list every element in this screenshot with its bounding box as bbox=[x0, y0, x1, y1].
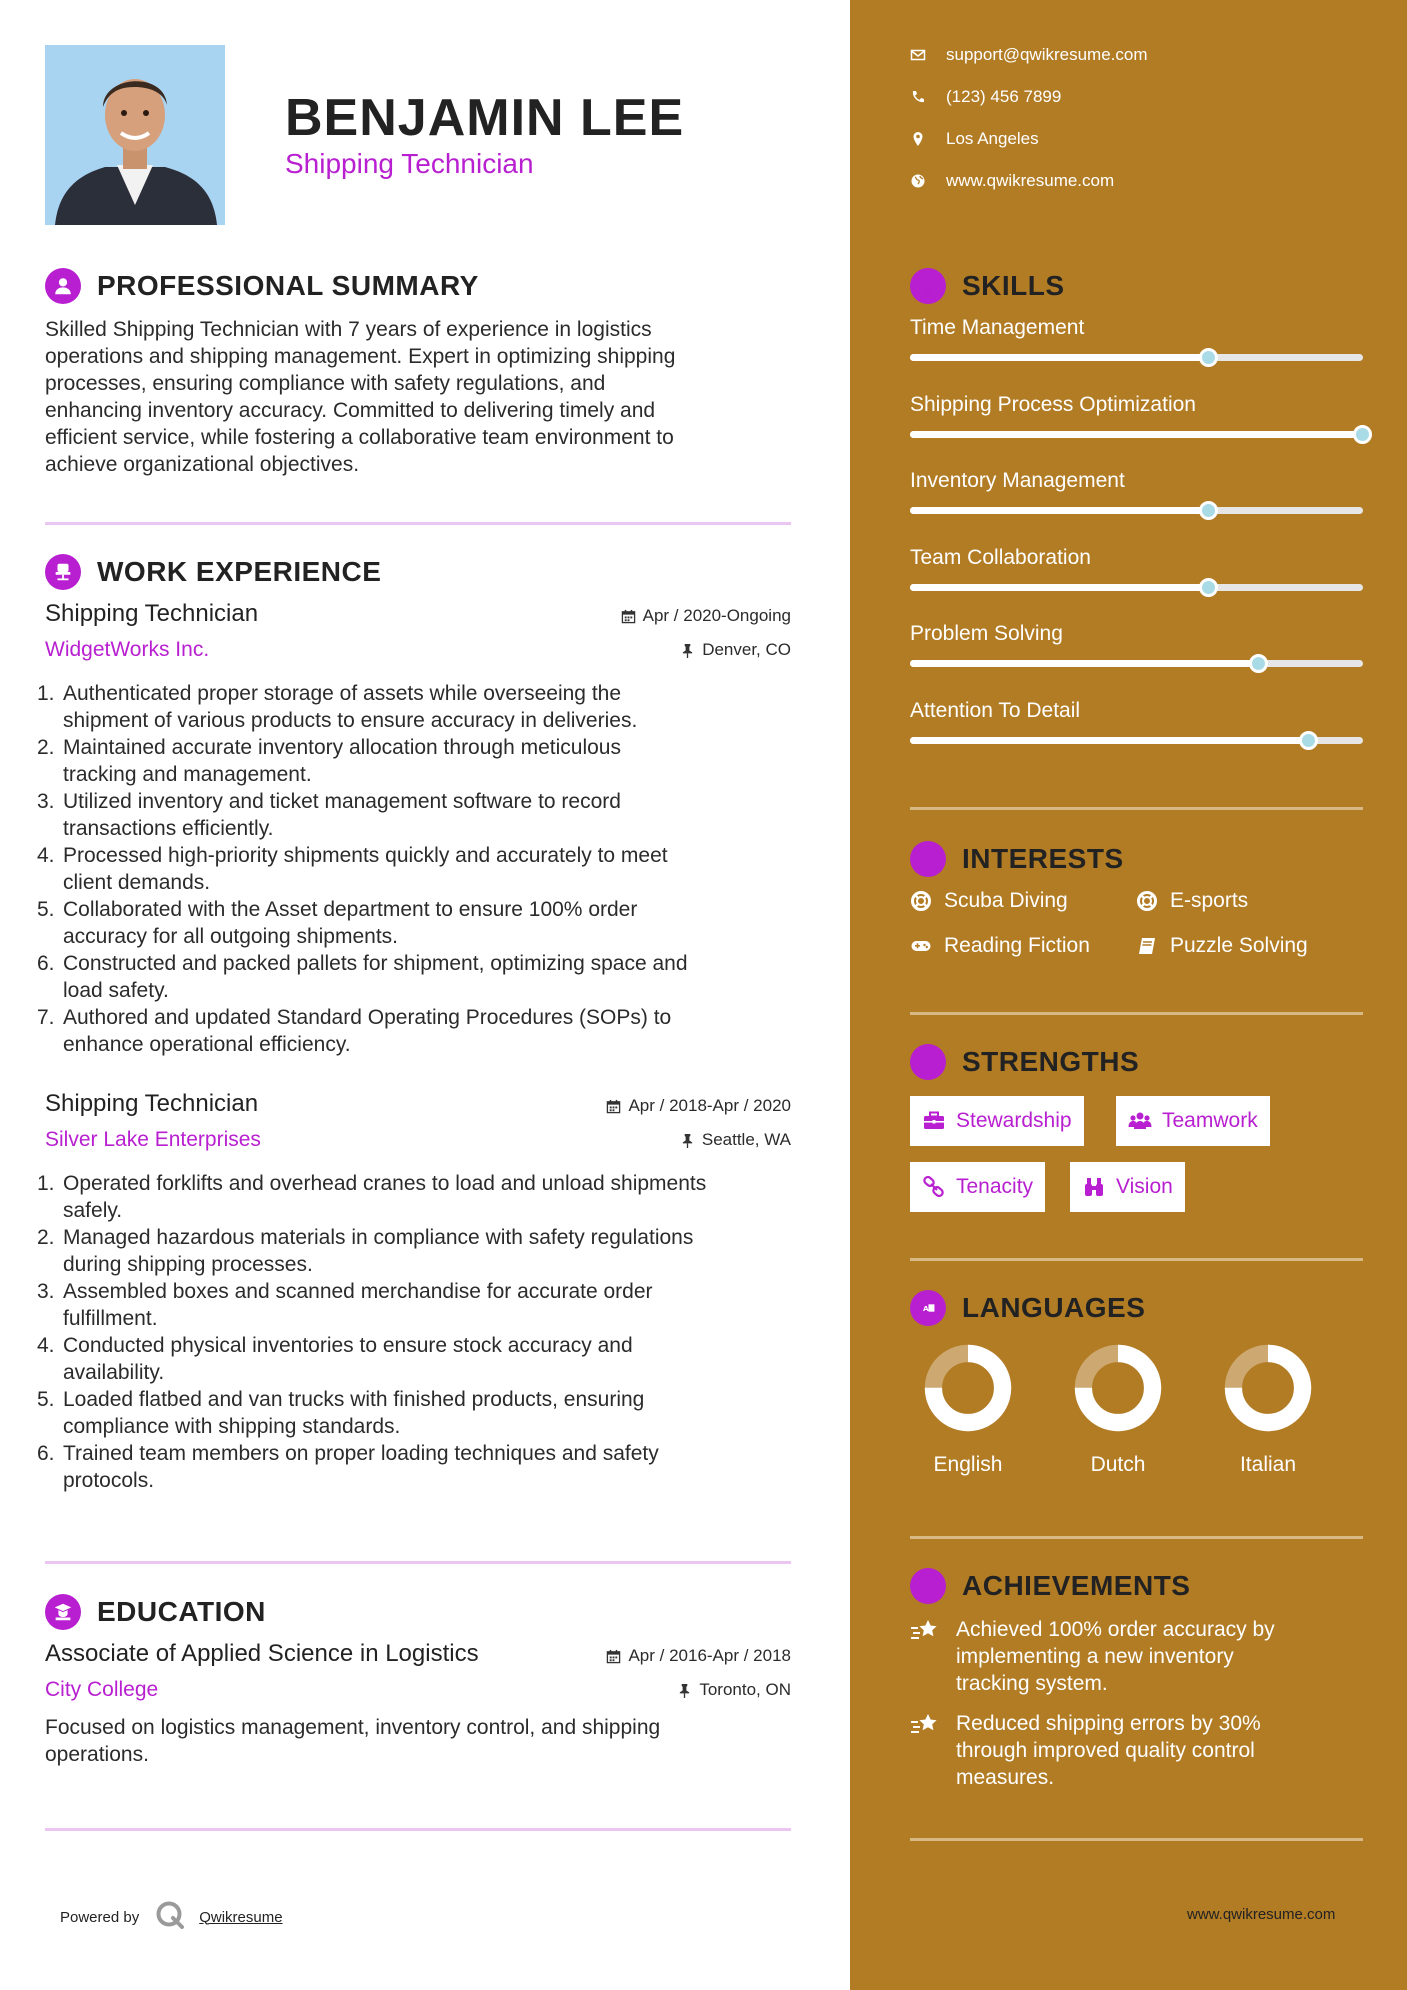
section-divider bbox=[45, 1561, 791, 1564]
skill-bar-fill bbox=[910, 507, 1209, 514]
skill-item bbox=[910, 546, 1363, 570]
graduate-icon bbox=[45, 1594, 81, 1630]
skill-item bbox=[910, 469, 1363, 493]
education-line: Focused on logistics management, inventory control, and shipping bbox=[45, 1716, 661, 1739]
education-location bbox=[677, 1680, 791, 1700]
qwikresume-link[interactable]: Qwikresume bbox=[199, 1908, 283, 1926]
skill-bar-fill bbox=[910, 584, 1209, 591]
skill-bar-knob bbox=[1199, 501, 1218, 520]
job-date-text: Apr / 2018-Apr / 2020 bbox=[628, 1096, 791, 1115]
binoculars-icon bbox=[1082, 1175, 1106, 1199]
achievement-line: Achieved 100% order accuracy by bbox=[956, 1618, 1275, 1641]
achievement-item bbox=[910, 1616, 1330, 1697]
interests-heading-row bbox=[910, 841, 1124, 877]
job-location bbox=[680, 640, 791, 660]
interest-item bbox=[1136, 934, 1308, 958]
interest-label: Scuba Diving bbox=[944, 889, 1068, 912]
summary-text bbox=[45, 316, 795, 478]
calendar-icon bbox=[606, 1649, 621, 1664]
skills-heading: SKILLS bbox=[962, 270, 1065, 301]
interest-item bbox=[910, 889, 1068, 913]
sidebar-divider bbox=[910, 1012, 1363, 1015]
summary-line: Skilled Shipping Technician with 7 years of experience in logistics bbox=[45, 318, 652, 341]
skill-bar bbox=[910, 431, 1363, 438]
skill-bar-knob bbox=[1249, 654, 1268, 673]
users-icon bbox=[1128, 1109, 1152, 1133]
duty-item: 3. Assembled boxes and scanned merchandise for accurate order fulfillment. bbox=[37, 1280, 653, 1330]
calendar-icon bbox=[621, 609, 636, 624]
duty-item: 6. Trained team members on proper loading techniques and safety protocols. bbox=[37, 1442, 659, 1492]
achievement-line: measures. bbox=[956, 1766, 1055, 1789]
interests-heading: INTERESTS bbox=[962, 843, 1124, 874]
achievement-line: through improved quality control bbox=[956, 1739, 1255, 1762]
candidate-title: Shipping Technician bbox=[285, 148, 534, 179]
section-divider bbox=[45, 1828, 791, 1831]
phone-icon bbox=[910, 89, 926, 105]
achievement-line: tracking system. bbox=[956, 1672, 1108, 1695]
job-title: Shipping Technician bbox=[45, 600, 259, 627]
interest-label: Puzzle Solving bbox=[1170, 934, 1308, 957]
education-heading-row bbox=[45, 1594, 266, 1630]
experience-heading: WORK EXPERIENCE bbox=[97, 556, 382, 587]
svg-text:A: A bbox=[922, 1304, 929, 1314]
envelope-icon bbox=[910, 47, 926, 63]
skill-bar-fill bbox=[910, 431, 1363, 438]
link-icon bbox=[922, 1175, 946, 1199]
job-location-text: Seattle, WA bbox=[701, 1130, 791, 1149]
calendar-icon bbox=[606, 1099, 621, 1114]
skill-label: Inventory Management bbox=[910, 469, 1125, 492]
contact-location-text: Los Angeles bbox=[946, 129, 1039, 148]
education-line: operations. bbox=[45, 1743, 149, 1766]
contact-phone[interactable] bbox=[910, 87, 1061, 107]
school: City College bbox=[45, 1678, 159, 1701]
contact-phone-text: (123) 456 7899 bbox=[946, 87, 1062, 106]
achievement-line: Reduced shipping errors by 30% bbox=[956, 1712, 1261, 1735]
map-marker-icon bbox=[910, 131, 926, 147]
pin-icon bbox=[680, 643, 695, 658]
skill-item bbox=[910, 622, 1363, 646]
skill-bar bbox=[910, 584, 1363, 591]
contact-email-text: support@qwikresume.com bbox=[946, 45, 1148, 64]
job-entry bbox=[37, 600, 791, 1060]
contact-website-text: www.qwikresume.com bbox=[946, 171, 1115, 190]
pin-icon bbox=[680, 1133, 695, 1148]
interest-item bbox=[910, 934, 1090, 958]
skill-bar-knob bbox=[1353, 425, 1372, 444]
language-item bbox=[1218, 1340, 1318, 1477]
job-date-text: Apr / 2020-Ongoing bbox=[642, 606, 791, 625]
skill-bar-fill bbox=[910, 660, 1259, 667]
footer-site-link[interactable]: www.qwikresume.com bbox=[1187, 1906, 1336, 1923]
briefcase-icon bbox=[922, 1109, 946, 1133]
education-heading: EDUCATION bbox=[97, 1596, 266, 1627]
job-company: Silver Lake Enterprises bbox=[45, 1128, 261, 1151]
shooting-star-icon bbox=[910, 1712, 940, 1738]
language-ring bbox=[1220, 1340, 1316, 1436]
education-location-text: Toronto, ON bbox=[699, 1680, 791, 1699]
strength-badge bbox=[910, 1162, 1045, 1212]
lightbulb-icon bbox=[910, 268, 946, 304]
experience-heading-row bbox=[45, 554, 381, 590]
language-label: English bbox=[933, 1453, 1003, 1476]
sidebar-divider bbox=[910, 1838, 1363, 1841]
skill-bar-fill bbox=[910, 737, 1309, 744]
duty-item: 2. Managed hazardous materials in compliance with safety regulations during shipping processes. bbox=[37, 1226, 694, 1276]
skill-label: Shipping Process Optimization bbox=[910, 392, 1196, 416]
strength-label: Tenacity bbox=[956, 1175, 1034, 1198]
languages-heading: LANGUAGES bbox=[962, 1292, 1146, 1323]
education-date-text: Apr / 2016-Apr / 2018 bbox=[628, 1646, 791, 1665]
skill-bar bbox=[910, 660, 1363, 667]
strengths-heading: STRENGTHS bbox=[962, 1046, 1140, 1077]
candidate-name: BENJAMIN LEE bbox=[285, 89, 685, 147]
contact-website[interactable] bbox=[910, 171, 1114, 191]
skill-bar-knob bbox=[1299, 731, 1318, 750]
skill-bar bbox=[910, 507, 1363, 514]
duty-item: 7. Authored and updated Standard Operating Procedures (SOPs) to enhance operational efficiency. bbox=[37, 1006, 672, 1056]
duty-item: 1. Operated forklifts and overhead cranes to load and unload shipments safely. bbox=[37, 1172, 707, 1222]
summary-line: achieve organizational objectives. bbox=[45, 453, 360, 476]
skill-label: Time Management bbox=[910, 316, 1085, 339]
skill-item bbox=[910, 316, 1363, 340]
gamepad-icon bbox=[910, 935, 932, 957]
skill-bar bbox=[910, 354, 1363, 361]
sidebar-divider bbox=[910, 1536, 1363, 1539]
language-ring bbox=[1070, 1340, 1166, 1436]
skill-bar-fill bbox=[910, 354, 1209, 361]
strength-label: Stewardship bbox=[956, 1109, 1072, 1132]
strength-label: Teamwork bbox=[1162, 1109, 1258, 1132]
strength-badge bbox=[1070, 1162, 1185, 1212]
strength-badge bbox=[1116, 1096, 1270, 1146]
achievement-line: implementing a new inventory bbox=[956, 1645, 1234, 1668]
strengths-heading-row bbox=[910, 1044, 1139, 1080]
achievements-heading-row bbox=[910, 1568, 1190, 1604]
summary-line: enhancing inventory accuracy. Committed to delivering timely and bbox=[45, 399, 656, 422]
skill-label: Attention To Detail bbox=[910, 698, 1081, 722]
user-icon bbox=[45, 268, 81, 304]
job-company: WidgetWorks Inc. bbox=[45, 638, 210, 661]
skill-bar-knob bbox=[1199, 348, 1218, 367]
duty-item: 5. Loaded flatbed and van trucks with finished products, ensuring compliance with shipping standards. bbox=[37, 1388, 645, 1438]
job-duties bbox=[37, 1170, 797, 1494]
section-divider bbox=[45, 522, 791, 525]
summary-line: efficient service, while fostering a collaborative team environment to bbox=[45, 426, 674, 449]
skill-bar-knob bbox=[1199, 578, 1218, 597]
duty-item: 2. Maintained accurate inventory allocation through meticulous tracking and management. bbox=[37, 736, 621, 786]
skill-label: Problem Solving bbox=[910, 622, 1063, 645]
summary-heading-row bbox=[45, 268, 479, 304]
chair-icon bbox=[45, 554, 81, 590]
job-entry bbox=[37, 1090, 791, 1510]
contact-email[interactable] bbox=[910, 45, 1148, 65]
sidebar-divider bbox=[910, 807, 1363, 810]
job-location bbox=[680, 1130, 791, 1150]
pin-icon bbox=[677, 1683, 692, 1698]
skills-heading-row bbox=[910, 268, 1065, 304]
globe-icon bbox=[910, 173, 926, 189]
job-location-text: Denver, CO bbox=[702, 640, 791, 659]
interest-label: Reading Fiction bbox=[944, 934, 1090, 957]
summary-heading: PROFESSIONAL SUMMARY bbox=[97, 270, 479, 301]
education-description bbox=[45, 1714, 660, 1768]
translate-icon bbox=[910, 1290, 946, 1326]
duty-item: 6. Constructed and packed pallets for shipment, optimizing space and load safety. bbox=[37, 952, 688, 1002]
lifebuoy-icon bbox=[910, 890, 932, 912]
qwikresume-logo-icon bbox=[155, 1900, 185, 1934]
contact-location bbox=[910, 129, 1039, 149]
skill-label: Team Collaboration bbox=[910, 545, 1091, 569]
duty-item: 4. Conducted physical inventories to ensure stock accuracy and availability. bbox=[37, 1334, 633, 1384]
book-icon bbox=[1136, 935, 1158, 957]
language-ring bbox=[920, 1340, 1016, 1436]
strength-label: Vision bbox=[1116, 1175, 1173, 1198]
degree: Associate of Applied Science in Logistics bbox=[45, 1640, 479, 1667]
strength-badge bbox=[910, 1096, 1084, 1146]
job-duties bbox=[37, 680, 797, 1058]
footer-powered-by bbox=[60, 1900, 283, 1934]
achievements-heading: ACHIEVEMENTS bbox=[962, 1570, 1191, 1601]
interest-item bbox=[1136, 889, 1248, 913]
summary-line: operations and shipping management. Expert in optimizing shipping bbox=[45, 345, 676, 368]
job-title: Shipping Technician bbox=[45, 1090, 259, 1117]
powered-by-label: Powered by bbox=[60, 1908, 140, 1926]
education-date bbox=[606, 1646, 791, 1666]
skill-item bbox=[910, 393, 1363, 417]
duty-item: 4. Processed high-priority shipments quickly and accurately to meet client demands. bbox=[37, 844, 668, 894]
duty-item: 5. Collaborated with the Asset department to ensure 100% order accuracy for all outgoing shipments. bbox=[37, 898, 638, 948]
achievement-item bbox=[910, 1710, 1330, 1791]
languages-heading-row bbox=[910, 1290, 1145, 1326]
job-date bbox=[621, 606, 791, 626]
skill-item bbox=[910, 699, 1363, 723]
paper-plane-icon bbox=[910, 841, 946, 877]
duty-item: 3. Utilized inventory and ticket management software to record transactions efficiently. bbox=[37, 790, 621, 840]
language-item bbox=[1068, 1340, 1168, 1477]
duty-item: 1. Authenticated proper storage of assets while overseeing the shipment of various products to ensure accuracy in deliveries. bbox=[37, 682, 638, 732]
profile-photo bbox=[45, 45, 225, 225]
star-badge-icon bbox=[910, 1568, 946, 1604]
language-item bbox=[918, 1340, 1018, 1477]
job-date bbox=[606, 1096, 791, 1116]
summary-line: processes, ensuring compliance with safety regulations, and bbox=[45, 372, 606, 395]
fist-icon bbox=[910, 1044, 946, 1080]
language-label: Dutch bbox=[1090, 1453, 1146, 1476]
skill-bar bbox=[910, 737, 1363, 744]
interest-label: E-sports bbox=[1170, 889, 1249, 912]
shooting-star-icon bbox=[910, 1618, 940, 1644]
education-entry bbox=[45, 1640, 791, 1770]
sidebar-divider bbox=[910, 1258, 1363, 1261]
language-label: Italian bbox=[1239, 1453, 1297, 1476]
lifebuoy-icon bbox=[1136, 890, 1158, 912]
